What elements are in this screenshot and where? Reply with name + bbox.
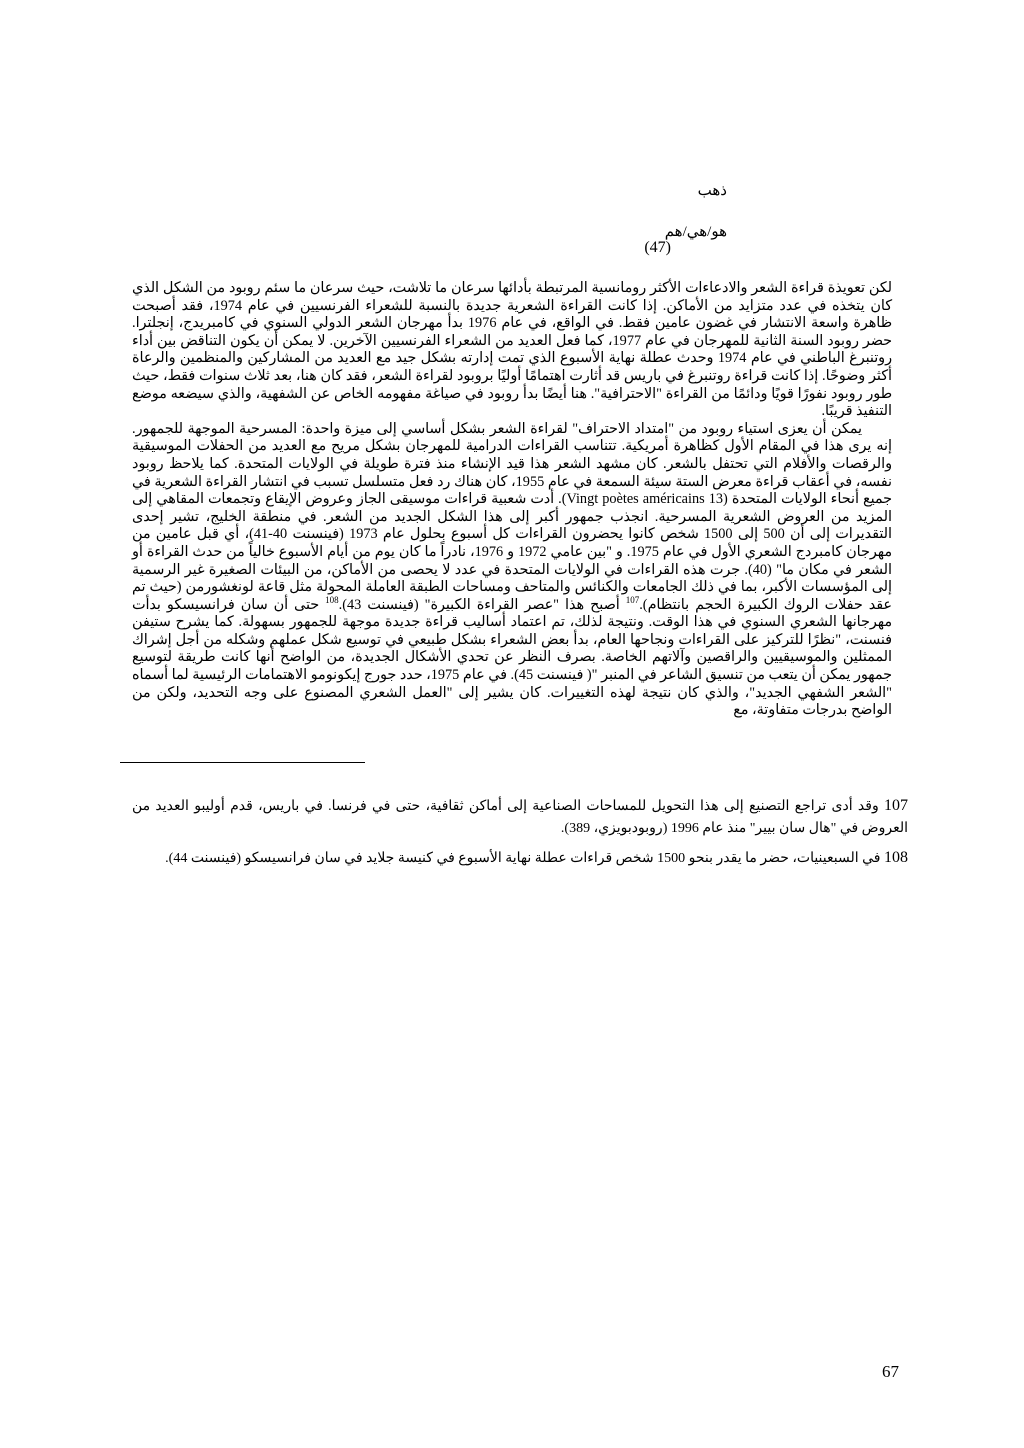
paragraph-2-part-b: أصبح هذا "عصر القراءة الكبيرة" (فينسنت 43). — [338, 596, 626, 613]
header-pronouns: هو/هي/هم — [664, 224, 727, 240]
footnote-number: 108 — [884, 849, 908, 866]
page-number: 67 — [882, 1362, 899, 1381]
paragraph-2-part-c: حتى أن سان فرانسيسكو بدأت مهرجانها الشعري السنوي في هذا الوقت. ونتيجة لذلك، تم اعتماد أساليب قراءة جديدة موجهة للجمهور بسهولة. كما يشرح ستيفن فنسنت، "نظرًا للتركيز على القراءات ونجاحها العام، بدأ بعض الشعراء بشكل طبيعي في توسيع شكل عملهم وشكله من أجل إشراك الممثلين والموسيقيين والراقصين وآلاتهم الخاصة. بصرف النظر عن تحدي الأشكال الجديدة، من الواضح أنها كانت طريقة لتوسيع جمهور يمكن أن يتعب من تنسيق الشاعر في المنبر "( فينسنت 45). في عام 1975، حدد جورج إيكونومو الاهتمامات الرئيسية لما أسماه "الشعر الشفهي الجديد"، والذي كان نتيجة لهذه التغييرات. كان يشير إلى "العمل الشعري المصنوع على وجه التحديد، ولكن من الواضح بدرجات متفاوتة، مع — [132, 596, 892, 719]
paragraph-2-part-a: يمكن أن يعزى استياء روبود من "امتداد الاحتراف" لقراءة الشعر بشكل أساسي إلى ميزة واحدة: المسرحية الموجهة للجمهور. إنه يرى هذا في المقام الأول كظاهرة أمريكية. تتناسب القراءات الدرامية للمهرجان بشكل مريح مع العديد من الحفلات الموسيقية والرقصات والأفلام التي تحتفل بالشعر. كان مشهد الشعر هذا قيد الإنشاء منذ فترة طويلة في الولايات المتحدة. كما يلاحظ روبود نفسه، في أعقاب قراءة معرض الستة سيئة السمعة في عام 1955، كان هناك رد فعل متسلسل تسبب في انتشار القراءة الشعرية في جميع أنحاء الولايات المتحدة (Vingt poètes américains 13). أدت شعبية قراءات موسيقى الجاز وعروض الإيقاع وتجمعات المقاهي إلى المزيد من العروض الشعرية المسرحية. انجذب جمهور أكبر إلى هذا الشكل الجديد من الشعر. في منطقة الخليج، تشير إحدى التقديرات إلى أن 500 إلى 1500 شخص كانوا يحضرون القراءات كل أسبوع بحلول عام 1973 (فينسنت 40-41)، أي قبل عامين من مهرجان كامبردج الشعري الأول في عام 1975. و "بين عامي 1972 و 1976، نادراً ما كان يوم من أيام الأسبوع خالياً من حدث القراءة أو الشعر في مكان ما" (40). جرت هذه القراءات في الولايات المتحدة في عدد لا يحصى من الأماكن، من البيئات الصغيرة غير الرسمية إلى المؤسسات الأكبر، بما في ذلك الجامعات والكنائس والمتاحف ومساحات الطبقة العاملة المحولة مثل قاعة لونغشورمن (حيث تم عقد حفلات الروك الكبيرة الحجم بانتظام). — [132, 420, 893, 613]
paragraph-1: لكن تعويذة قراءة الشعر والادعاءات الأكثر رومانسية المرتبطة بأدائها سرعان ما تلاشت، حيث سرعان ما سئم روبود من الشكل الذي كان يتخذه في عدد متزايد من الأماكن. إذا كانت القراءة الشعرية جديدة بالنسبة للشعراء الفرنسيين في عام 1974، فقد أصبحت ظاهرة واسعة الانتشار في غضون عامين فقط. في الواقع، في عام 1976 بدأ مهرجان الشعر الدولي السنوي في كامبريدج، إنجلترا. حضر روبود السنة الثانية للمهرجان في عام 1977، كما فعل العديد من الشعراء الفرنسيين الآخرين. لا يمكن أن يكون التناقض بين أداء روتنبرغ الباطني في عام 1974 وحدث عطلة نهاية الأسبوع الذي تمت إدارته بشكل جيد مع العديد من المشاركين والمنظمين والرعاة أكثر وضوحًا. إذا كانت قراءة روتنبرغ في باريس قد أثارت اهتمامًا أوليًا بروبود لقراءة الشعر، فقد كان هنا، بعد ثلاث سنوات فقط، حيث طور روبود نفورًا قويًا ودائمًا من القراءة "الاحترافية". هنا أيضًا بدأ روبود في صياغة مفهومه الخاص عن الشفهية، والذي سيضعه موضع التنفيذ قريبًا. — [132, 280, 892, 420]
footnote-text: وقد أدى تراجع التصنيع إلى هذا التحويل للمساحات الصناعية إلى أماكن ثقافية، حتى في فرنسا. في باريس، قدم أوليبو العديد من العروض في "هال سان بيير" منذ عام 1996 (روبودبويزي، 389). — [132, 799, 908, 836]
header-reference: (47) — [644, 239, 671, 256]
body-text — [132, 280, 892, 720]
footnote-separator — [120, 762, 365, 763]
footnote-ref-107[interactable]: 107 — [625, 594, 640, 605]
footnote-ref-108[interactable]: 108 — [325, 594, 339, 605]
footnote-number: 107 — [884, 797, 908, 814]
header-title: ذهب — [697, 183, 727, 199]
footnote-108 — [132, 847, 908, 870]
paragraph-2 — [132, 421, 892, 720]
footnote-107 — [132, 795, 908, 840]
footnote-text: في السبعينيات، حضر ما يقدر بنحو 1500 شخص قراءات عطلة نهاية الأسبوع في كنيسة جلايد في سان فرانسيسكو (فينسنت 44). — [165, 851, 884, 866]
